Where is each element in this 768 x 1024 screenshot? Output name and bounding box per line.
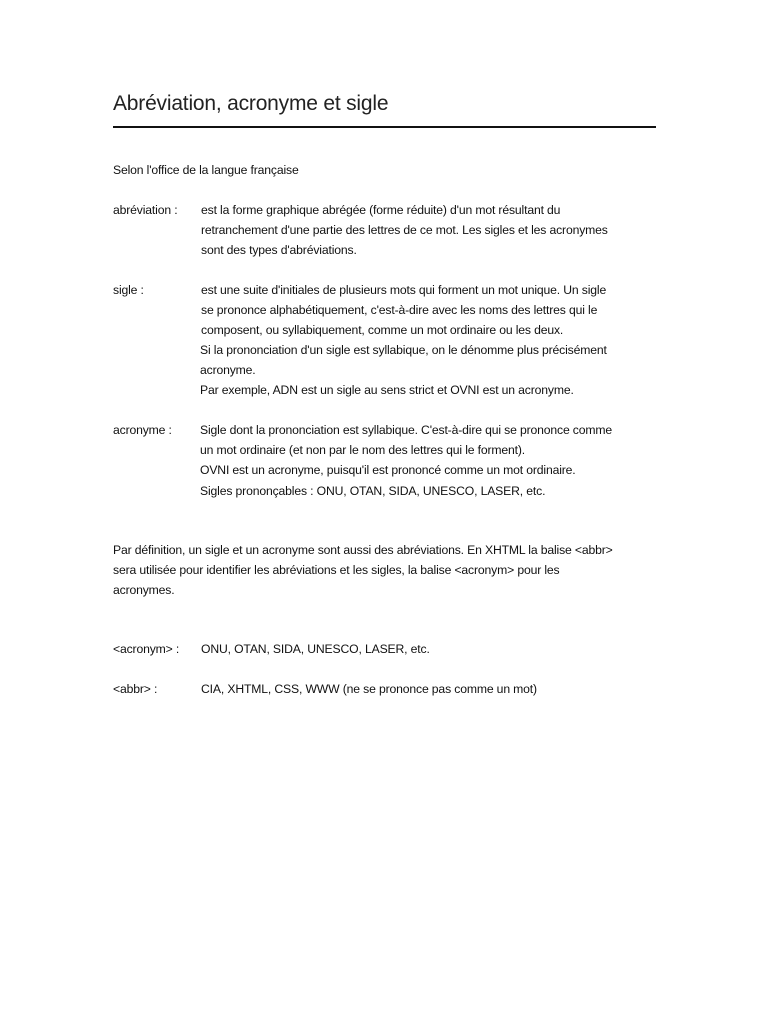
definition-line: est une suite d'initiales de plusieurs mots qui forment un mot unique. Un sigle <box>201 283 607 297</box>
definition-line: composent, ou syllabiquement, comme un mot ordinaire ou les deux. <box>201 323 564 337</box>
example-tag-acronym: <acronym> : <box>113 642 180 656</box>
intro-text: Selon l'office de la langue française <box>113 163 299 177</box>
title-underline <box>113 126 656 128</box>
definition-line: retranchement d'une partie des lettres de ce mot. Les sigles et les acronymes <box>201 223 608 237</box>
definition-line: sont des types d'abréviations. <box>201 243 357 257</box>
paragraph-line: acronymes. <box>113 583 175 597</box>
example-value-acronym: ONU, OTAN, SIDA, UNESCO, LASER, etc. <box>201 642 430 656</box>
definition-line: Si la prononciation d'un sigle est syllabique, on le dénomme plus précisément <box>200 343 607 357</box>
example-value-abbr: CIA, XHTML, CSS, WWW (ne se prononce pas comme un mot) <box>201 682 537 696</box>
paragraph-line: Par définition, un sigle et un acronyme sont aussi des abréviations. En XHTML la balise <abbr> <box>113 543 613 557</box>
example-tag-abbr: <abbr> : <box>113 682 158 696</box>
term-acronyme: acronyme : <box>113 423 172 437</box>
definition-line: est la forme graphique abrégée (forme réduite) d'un mot résultant du <box>201 203 561 217</box>
definition-line: Sigle dont la prononciation est syllabique. C'est-à-dire qui se prononce comme <box>200 423 613 437</box>
definition-line: OVNI est un acronyme, puisqu'il est prononcé comme un mot ordinaire. <box>200 463 576 477</box>
term-sigle: sigle : <box>113 283 144 297</box>
definition-line: se prononce alphabétiquement, c'est-à-dire avec les noms des lettres qui le <box>201 303 598 317</box>
definition-line: acronyme. <box>200 363 256 377</box>
page-title: Abréviation, acronyme et sigle <box>113 92 389 115</box>
term-abreviation: abréviation : <box>113 203 178 217</box>
definition-line: un mot ordinaire (et non par le nom des lettres qui le forment). <box>200 443 526 457</box>
definition-line: Par exemple, ADN est un sigle au sens strict et OVNI est un acronyme. <box>200 383 574 397</box>
paragraph-line: sera utilisée pour identifier les abréviations et les sigles, la balise <acronym> pour les <box>113 563 560 577</box>
definition-line: Sigles prononçables : ONU, OTAN, SIDA, UNESCO, LASER, etc. <box>200 484 546 498</box>
